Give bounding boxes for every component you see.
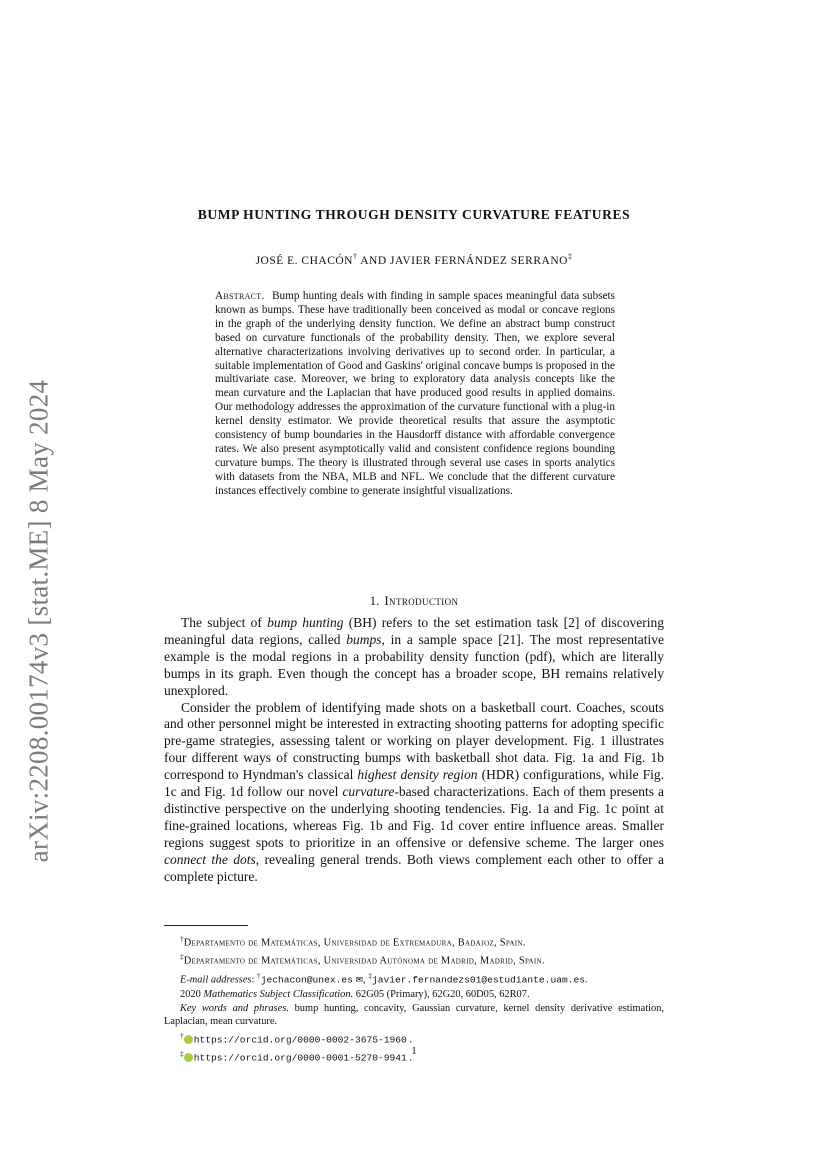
double-dagger-mark: ‡ [368, 970, 372, 980]
paragraph-text: (BH) refers to the set estimation task [2] of discovering meaningful data regions, called [164, 615, 664, 647]
email-link-chacon[interactable]: jechacon@unex.es [260, 974, 353, 985]
email-link-fernandez[interactable]: javier.fernandezs01@estudiante.uam.es [371, 974, 585, 985]
separator: . [406, 1034, 412, 1046]
paragraph-basketball-example [164, 700, 664, 886]
paper-title: BUMP HUNTING THROUGH DENSITY CURVATURE FEATURES [197, 207, 631, 222]
orcid-link-chacon[interactable]: https://orcid.org/0000-0002-3675-1960 [193, 1034, 407, 1046]
emphasis-term: connect the dots [164, 851, 256, 867]
page-number: 1 [411, 1046, 417, 1057]
footnote-keywords [164, 1002, 664, 1030]
email-label: E-mail addresses [180, 974, 252, 985]
affiliation-text: Departamento de Matemáticas, Universidad de Extremadura, Badajoz, Spain. [183, 937, 526, 949]
orcid-link-fernandez[interactable]: https://orcid.org/0000-0001-5270-9941 [193, 1052, 407, 1064]
section-heading-introduction [0, 593, 828, 609]
author-connector: AND [357, 254, 391, 267]
footnote-affiliation-2 [164, 950, 664, 968]
footnote-orcid-1 [164, 1029, 664, 1047]
orcid-icon[interactable] [184, 1035, 193, 1044]
footnote-affiliation-1 [164, 932, 664, 950]
section-number: 1. [369, 593, 380, 608]
paragraph-text: , in a sample space [21]. The most representative example is the modal regions in a probability density function (pdf), which are literally bumps in its graph. Even though the concept has a broader scope, BH remains relatively unexplored. [164, 631, 664, 698]
introduction-body [164, 615, 664, 886]
footnote-divider [164, 925, 248, 926]
separator: . [406, 1052, 412, 1064]
separator: , [363, 974, 369, 985]
dagger-mark: † [180, 934, 184, 943]
footnote-emails [164, 969, 664, 988]
paragraph-text: (HDR) configurations, while Fig. 1c and Fig. 1d follow our novel [164, 767, 665, 800]
paragraph-text: The subject of [181, 615, 268, 630]
footnote-msc [164, 988, 664, 1002]
emphasis-term: bump hunting [267, 615, 344, 630]
separator: : [251, 974, 257, 985]
author-chacon: JOSÉ E. CHACÓN [255, 254, 353, 267]
emphasis-term: bumps [346, 631, 382, 647]
arxiv-stamp-text: arXiv:2208.00174v3 [stat.ME] 8 May 2024 [23, 379, 54, 863]
emphasis-term: curvature [342, 784, 395, 800]
dagger-mark: † [256, 970, 261, 980]
msc-year: 2020 [180, 988, 204, 1000]
msc-codes: 62G05 (Primary), 62G20, 60D05, 62R07. [355, 988, 530, 1000]
abstract-label: Abstract. [215, 290, 265, 302]
author-fernandez-serrano: JAVIER FERNÁNDEZ SERRANO [390, 254, 568, 267]
dagger-mark[interactable]: † [352, 252, 358, 261]
msc-label: Mathematics Subject Classification. [203, 988, 354, 1000]
envelope-icon[interactable]: ✉ [355, 975, 364, 985]
section-name: Introduction [384, 593, 459, 608]
paragraph-text: -based characterizations. Each of them presents a distinctive perspective on the underlying shooting tendencies. Fig. 1a and Fig. 1c point at fine-grained locations, whereas Fig. 1b and Fig. 1d cover entire influence areas. Smaller regions suggest spots to prioritize in an offensive or defensive scheme. The larger ones [164, 784, 664, 850]
double-dagger-mark[interactable]: ‡ [567, 252, 573, 261]
arxiv-identifier-stamp[interactable] [22, 356, 56, 886]
double-dagger-mark: ‡ [180, 952, 184, 962]
author-line [0, 252, 828, 267]
abstract-text: Bump hunting deals with finding in sample spaces meaningful data subsets known as bumps. These have traditionally been conceived as modal or concave regions in the graph of the underlying density function. We define an abstract bump construct based on curvature functionals of the probability density. Then, we explore several alternative characterizations involving derivatives up to second order. In particular, a suitable implementation of Good and Gaskins' original concave bumps is proposed in the multivariate case. Moreover, we bring to exploratory data analysis concepts like the mean curvature and the Laplacian that have produced good results in applied domains. Our methodology addresses the approximation of the curvature functional with a plug-in kernel density estimator. We provide theoretical results that assure the asymptotic consistency of bump boundaries in the Hausdorff distance with affordable convergence rates. We also present asymptotically valid and consistent confidence regions bounding curvature bumps. The theory is illustrated through several use cases in sports analytics with datasets from the NBA, MLB and NFL. We conclude that the different curvature instances effectively combine to generate insightful visualizations. [215, 290, 616, 497]
keywords-text: bump hunting, concavity, Gaussian curvature, kernel density derivative estimation, Laplacian, mean curvature. [164, 1002, 665, 1028]
keywords-label: Key words and phrases. [180, 1002, 289, 1014]
dagger-mark: † [180, 1031, 184, 1041]
abstract [215, 290, 615, 499]
affiliation-text: Departamento de Matemáticas, Universidad Autónoma de Madrid, Madrid, Spain. [183, 955, 545, 967]
paragraph-text: , revealing general trends. Both views complement each other to offer a complete picture. [164, 851, 664, 884]
double-dagger-mark: ‡ [180, 1049, 184, 1059]
separator: . [585, 974, 588, 985]
emphasis-term: highest density region [357, 767, 478, 783]
paragraph-bump-hunting [164, 615, 664, 700]
paragraph-text: Consider the problem of identifying made shots on a basketball court. Coaches, scouts and other personnel might be interested in extracting shooting patterns for adopting specific pre-game strategies, assessing talent or working on player development. Fig. 1 illustrates four different ways of constructing bumps with basketball shot data. Fig. 1a and Fig. 1b correspond to Hyndman's classical [164, 699, 664, 783]
